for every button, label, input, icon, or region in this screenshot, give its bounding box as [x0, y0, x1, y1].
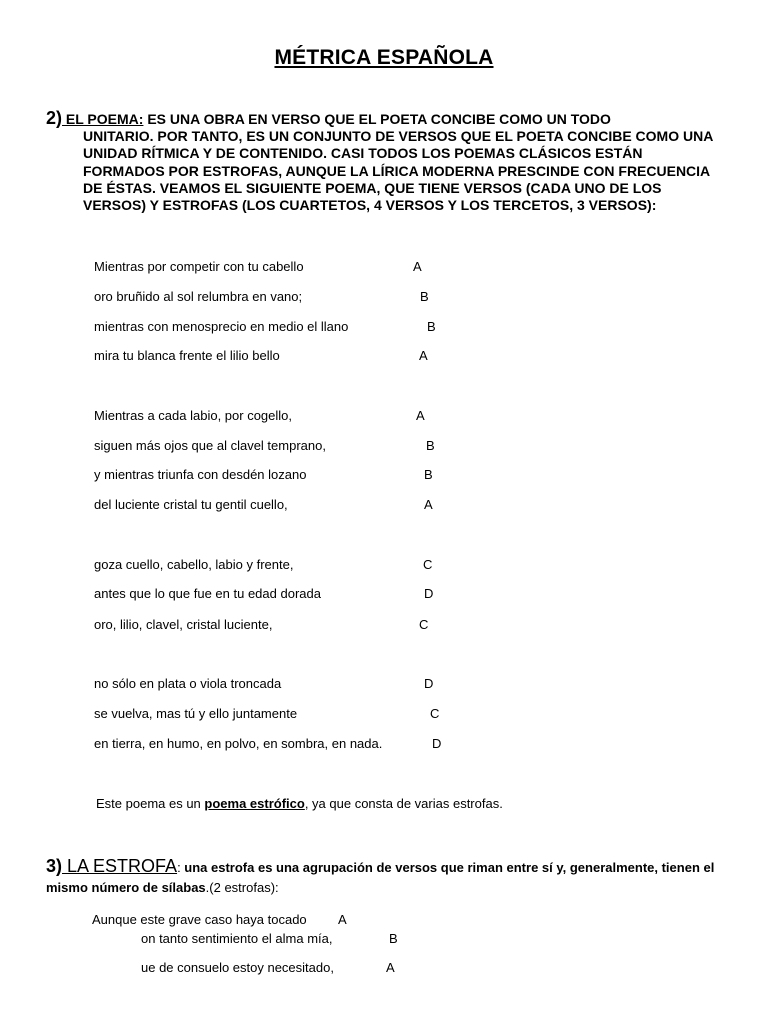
rhyme-letter: A: [416, 408, 425, 423]
poem-verse: no sólo en plata o viola troncada: [94, 676, 282, 691]
rhyme-letter: A: [413, 259, 422, 274]
rhyme-letter: A: [424, 497, 433, 512]
rhyme-letter: B: [427, 319, 436, 334]
example-verse: Aunque este grave caso haya tocado: [92, 912, 307, 927]
section-heading: LA ESTROFA: [62, 856, 178, 876]
rhyme-letter: B: [424, 467, 433, 482]
section-estrofa: [46, 856, 726, 898]
rhyme-letter: A: [386, 960, 395, 975]
section-number: 2): [46, 108, 63, 128]
example-verse: ue de consuelo estoy necesitado,: [141, 960, 334, 975]
poem-verse: se vuelva, mas tú y ello juntamente: [94, 706, 298, 721]
rhyme-letter: C: [419, 617, 429, 632]
poem-verse: en tierra, en humo, en polvo, en sombra, en nada.: [94, 736, 383, 751]
note-before: Este poema es un: [96, 796, 205, 811]
poem-verse: mientras con menosprecio en medio el llano: [94, 319, 349, 334]
section-text-first: ES UNA OBRA EN VERSO QUE EL POETA CONCIBE COMO UN TODO: [143, 111, 611, 127]
section-lead: EL POEMA:: [62, 111, 144, 127]
rhyme-letter: C: [430, 706, 440, 721]
poem-verse: y mientras triunfa con desdén lozano: [94, 467, 307, 482]
rhyme-letter: B: [426, 438, 435, 453]
rhyme-letter: A: [419, 348, 428, 363]
section-tail: .(2 estrofas):: [205, 880, 279, 895]
poem-verse: mira tu blanca frente el lilio bello: [94, 348, 280, 363]
rhyme-letter: D: [424, 586, 434, 601]
rhyme-letter: A: [338, 912, 347, 927]
poem-verse: Mientras a cada labio, por cogello,: [94, 408, 293, 423]
rhyme-letter: D: [424, 676, 434, 691]
section-number: 3): [46, 856, 63, 876]
section-definition: una estrofa es una agrupación de versos que riman entre sí y, generalmente, tienen el mismo número de sílabas: [46, 860, 715, 895]
poem-verse: goza cuello, cabello, labio y frente,: [94, 557, 294, 572]
section-text-body: UNITARIO. POR TANTO, ES UN CONJUNTO DE VERSOS QUE EL POETA CONCIBE COMO UNA UNIDAD RÍTMICA Y DE CONTENIDO. CASI TODOS LOS POEMAS CLÁSICOS ESTÁN FORMADOS POR ESTROFAS, AUNQUE LA LÍRICA MODERNA PRESCINDE CON FRECUENCIA DE ÉSTAS. VEAMOS EL SIGUIENTE POEMA, QUE TIENE VERSOS (CADA UNO DE LOS VERSOS) Y ESTROFAS (LOS CUARTETOS, 4 VERSOS Y LOS TERCETOS, 3 VERSOS):: [83, 128, 713, 214]
poem-verse: antes que lo que fue en tu edad dorada: [94, 586, 321, 601]
poem-verse: oro bruñido al sol relumbra en vano;: [94, 289, 303, 304]
rhyme-letter: C: [423, 557, 433, 572]
note-after: , ya que consta de varias estrofas.: [304, 796, 503, 811]
rhyme-letter: D: [432, 736, 442, 751]
poem-note: [96, 796, 503, 811]
poem-verse: siguen más ojos que al clavel temprano,: [94, 438, 326, 453]
poem-verse: oro, lilio, clavel, cristal luciente,: [94, 617, 273, 632]
section-colon: :: [177, 860, 185, 875]
rhyme-letter: B: [389, 931, 398, 946]
rhyme-letter: B: [420, 289, 429, 304]
poem-verse: del luciente cristal tu gentil cuello,: [94, 497, 288, 512]
poem-verse: Mientras por competir con tu cabello: [94, 259, 304, 274]
note-term: poema estrófico: [204, 796, 305, 811]
page-title: MÉTRICA ESPAÑOLA: [274, 46, 494, 69]
example-verse: on tanto sentimiento el alma mía,: [141, 931, 333, 946]
section-poema: [46, 110, 726, 214]
